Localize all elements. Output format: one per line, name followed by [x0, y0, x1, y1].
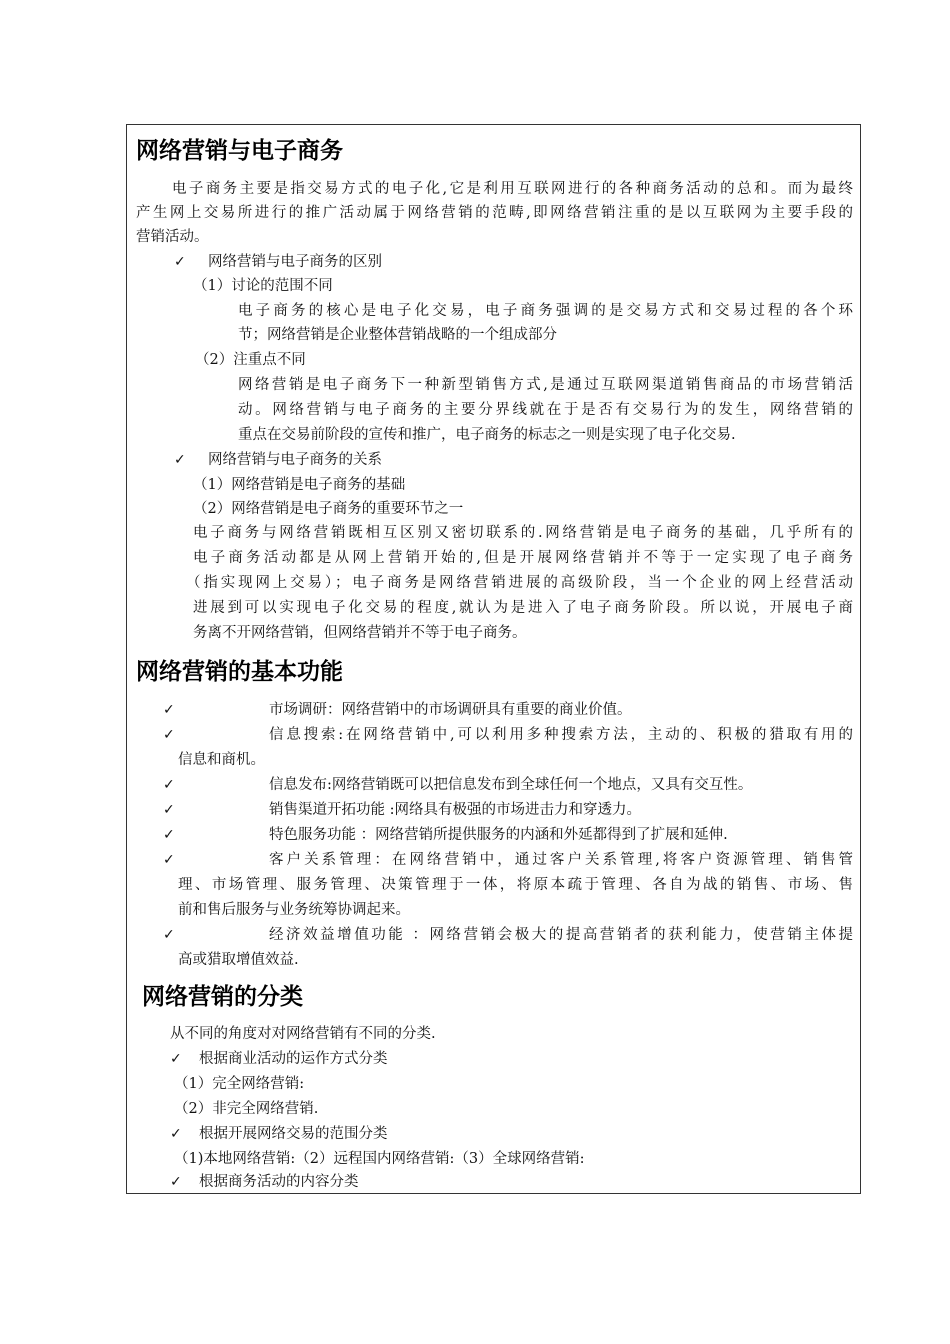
- function-item: 客户关系管理：在网络营销中，通过客户关系管理,将客户资源管理、销售管: [269, 852, 853, 868]
- checkmark-icon: ✓: [163, 927, 175, 943]
- function-item: 信息搜索:在网络营销中,可以利用多种搜索方法，主动的、积极的猎取有用的: [269, 727, 853, 743]
- function-item: 市场调研：网络营销中的市场调研具有重要的商业价值。: [269, 702, 632, 718]
- bullet-text: 根据商业活动的运作方式分类: [199, 1051, 388, 1067]
- checkmark-icon: ✓: [163, 702, 175, 718]
- function-item-cont: 高或猎取增值效益.: [178, 952, 299, 968]
- bullet-text: 根据商务活动的内容分类: [199, 1174, 359, 1190]
- sub-item: （2）非完全网络营销.: [174, 1101, 319, 1117]
- paragraph-line: 网络营销是电子商务下一种新型销售方式,是通过互联网渠道销售商品的市场营销活: [238, 377, 853, 393]
- function-item: 信息发布:网络营销既可以把信息发布到全球任何一个地点，又具有交互性。: [269, 777, 753, 793]
- paragraph-line: 节；网络营销是企业整体营销战略的一个组成部分: [238, 327, 557, 343]
- bullet-text: 网络营销与电子商务的区别: [208, 254, 382, 270]
- bullet-text: 网络营销与电子商务的关系: [208, 452, 382, 468]
- checkmark-icon: ✓: [170, 1051, 182, 1067]
- section-heading: 网络营销的分类: [142, 984, 303, 1010]
- paragraph-line: 务离不开网络营销，但网络营销并不等于电子商务。: [193, 625, 527, 641]
- checkmark-icon: ✓: [163, 802, 175, 818]
- checkmark-icon: ✓: [163, 827, 175, 843]
- checkmark-icon: ✓: [174, 452, 186, 468]
- paragraph-line: 重点在交易前阶段的宣传和推广，电子商务的标志之一则是实现了电子化交易.: [238, 427, 736, 443]
- bullet-text: 根据开展网络交易的范围分类: [199, 1126, 388, 1142]
- paragraph-line: 电子商务活动都是从网上营销开始的,但是开展网络营销并不等于一定实现了电子商务: [193, 550, 853, 566]
- paragraph-line: （指实现网上交易）；电子商务是网络营销进展的高级阶段，当一个企业的网上经营活动: [186, 575, 853, 591]
- function-item: 特色服务功能 ：网络营销所提供服务的内涵和外延都得到了扩展和延伸.: [269, 827, 728, 843]
- paragraph-line: 电子商务与网络营销既相互区别又密切联系的.网络营销是电子商务的基础，几乎所有的: [193, 525, 853, 541]
- function-item-cont: 前和售后服务与业务统筹协调起来。: [178, 902, 410, 918]
- checkmark-icon: ✓: [174, 254, 186, 270]
- checkmark-icon: ✓: [163, 852, 175, 868]
- sub-item: （1)本地网络营销:（2）远程国内网络营销:（3）全球网络营销:: [174, 1151, 585, 1167]
- checkmark-icon: ✓: [163, 777, 175, 793]
- paragraph-line: 电子商务主要是指交易方式的电子化,它是利用互联网进行的各种商务活动的总和。而为最终: [172, 181, 853, 197]
- paragraph-line: 进展到可以实现电子化交易的程度,就认为是进入了电子商务阶段。所以说，开展电子商: [193, 600, 853, 616]
- function-item: 销售渠道开拓功能 :网络具有极强的市场进击力和穿透力。: [269, 802, 641, 818]
- paragraph-line: 动。网络营销与电子商务的主要分界线就在于是否有交易行为的发生，网络营销的: [238, 402, 853, 418]
- function-item-cont: 信息和商机。: [178, 752, 265, 768]
- sub-item: （2）注重点不同: [195, 352, 306, 368]
- paragraph-line: 产生网上交易所进行的推广活动属于网络营销的范畴,即网络营销注重的是以互联网为主要手段的: [136, 205, 853, 221]
- paragraph-line: 营销活动。: [136, 229, 209, 245]
- checkmark-icon: ✓: [170, 1174, 182, 1190]
- paragraph-line: 从不同的角度对对网络营销有不同的分类.: [170, 1026, 436, 1042]
- sub-item: （1）完全网络营销:: [174, 1076, 305, 1092]
- sub-item: （2）网络营销是电子商务的重要环节之一: [193, 501, 464, 517]
- paragraph-line: 电子商务的核心是电子化交易，电子商务强调的是交易方式和交易过程的各个环: [238, 303, 853, 319]
- checkmark-icon: ✓: [163, 727, 175, 743]
- section-heading: 网络营销的基本功能: [136, 659, 343, 685]
- function-item-cont: 理、市场管理、服务管理、决策管理于一体，将原本疏于管理、各自为战的销售、市场、售: [178, 877, 853, 893]
- sub-item: （1）讨论的范围不同: [193, 278, 333, 294]
- checkmark-icon: ✓: [170, 1126, 182, 1142]
- section-heading: 网络营销与电子商务: [136, 138, 343, 164]
- function-item: 经济效益增值功能 ：网络营销会极大的提高营销者的获利能力，使营销主体提: [269, 927, 853, 943]
- sub-item: （1）网络营销是电子商务的基础: [193, 477, 406, 493]
